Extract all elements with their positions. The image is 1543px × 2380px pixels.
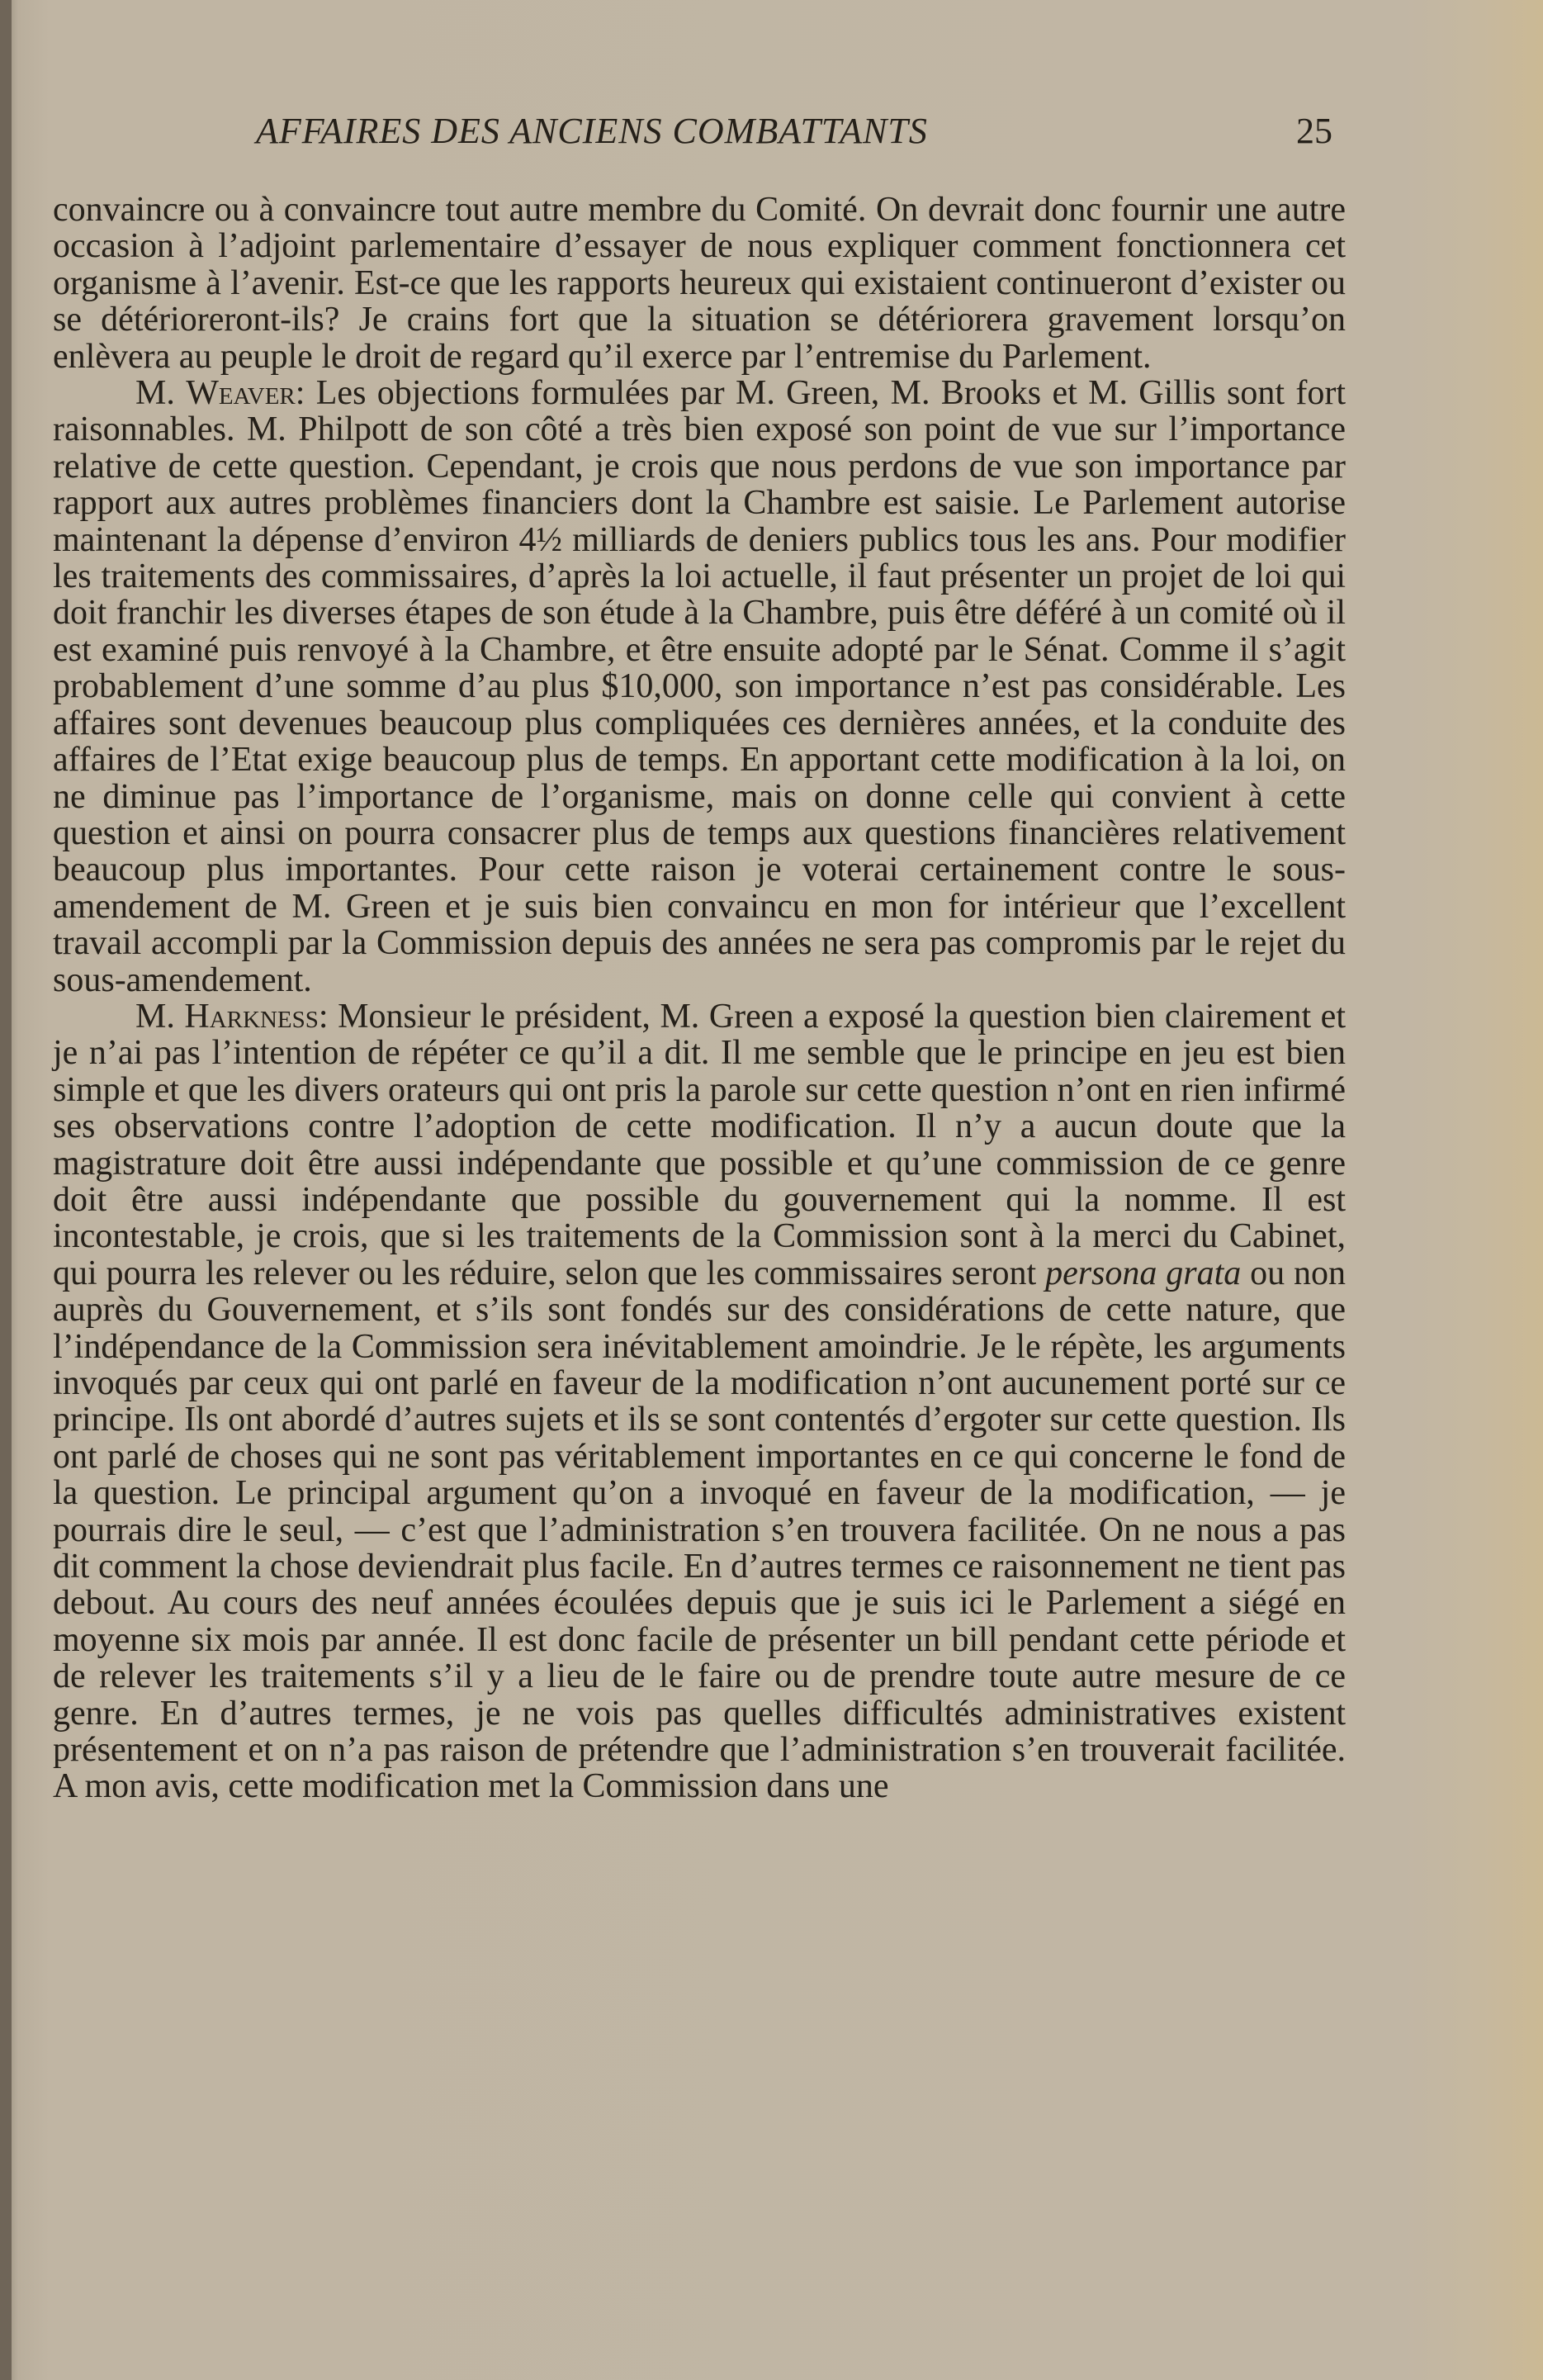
paragraph-text-continued: ou non auprès du Gouvernement, et s’ils sont fondés sur des considérations de cette nature, que l’indépendance de la Commission sera inévitablement amoindrie. Je le répète, les arguments invoqués par ceux qui ont parlé en faveur de la modification n’ont aucunement porté sur ce principe. Ils ont abordé d’autres sujets et ils se sont contentés d’ergoter sur cette question. Ils ont parlé de choses qui ne sont pas véritablement importantes en ce qui concerne le fond de la question. Le principal argument qu’on a invoqué en faveur de la modification, — je pourrais dire le seul, — c’est que l’administration s’en trouvera facilitée. On ne nous a pas dit comment la chose deviendrait plus facile. En d’autres termes ce raisonnement ne tient pas debout. Au cours des neuf années écoulées depuis que je suis ici le Parlement a siégé en moyenne six mois par année. Il est donc facile de présenter un bill pendant cette période et de relever les traitements s’il y a lieu de le faire ou de prendre toute autre mesure de ce genre. En d’autres termes, je ne vois pas quelles difficultés administratives existent présentement et on n’a pas raison de prétendre que l’administration s’en trouverait facilitée. A mon avis, cette modification met la Commission dans une: [53, 1254, 1346, 1806]
speaker-prefix: M.: [135, 997, 185, 1036]
paragraph-harkness: [53, 998, 1346, 1805]
speaker-suffix: :: [295, 374, 316, 413]
paragraph-continuation: [53, 192, 1346, 375]
speaker-name: Harkness: [184, 997, 319, 1036]
body-text: [53, 192, 1346, 1805]
paragraph-text: Monsieur le président, M. Green a exposé la question bien clairement et je n’ai pas l’intention de répéter ce qu’il a dit. Il me semble que le principe en jeu est bien simple et que les divers orateurs qui ont pris la parole sur cette question n’ont en rien infirmé ses observations contre l’adoption de cette modification. Il n’y a aucun doute que la magistrature doit être aussi indépendante que possible et qu’une commission de ce genre doit être aussi indépendante que possible du gouvernement qui la nomme. Il est incontestable, je crois, que si les traitements de la Commission sont à la merci du Cabinet, qui pourra les relever ou les réduire, selon que les commissaires seront: [53, 997, 1346, 1292]
speaker-prefix: M.: [135, 374, 187, 413]
speaker-name: Weaver: [186, 374, 296, 413]
running-title: AFFAIRES DES ANCIENS COMBATTANTS: [256, 111, 928, 151]
page-number: 25: [1296, 111, 1332, 151]
paragraph-text: convaincre ou à convaincre tout autre membre du Comité. On devrait donc fournir une autre occasion à l’adjoint parlementaire d’essayer de nous expliquer comment fonctionnera cet organisme à l’avenir. Est-ce que les rapports heureux qui existaient continueront d’exister ou se détérioreront-ils? Je crains fort que la situation se détériorera gravement lorsqu’on enlèvera au peuple le droit de regard qu’il exerce par l’entremise du Parlement.: [53, 191, 1346, 376]
page-header: [256, 110, 1332, 159]
paragraph-text: Les objections formulées par M. Green, M. Brooks et M. Gillis sont fort raisonnables. M. Philpott de son côté a très bien exposé son point de vue sur l’importance relative de cette question. Cependant, je crois que nous perdons de vue son importance par rapport aux autres problèmes financiers dont la Chambre est saisie. Le Parlement autorise maintenant la dépense d’environ 4½ milliards de deniers publics tous les ans. Pour modifier les traitements des commissaires, d’après la loi actuelle, il faut présenter un projet de loi qui doit franchir les diverses étapes de son étude à la Chambre, puis être déféré à un comité où il est examiné puis renvoyé à la Chambre, et être ensuite adopté par le Sénat. Comme il s’agit probablement d’une somme d’au plus $10,000, son importance n’est pas considérable. Les affaires sont devenues beaucoup plus compliquées ces dernières années, et la conduite des affaires de l’Etat exige beaucoup plus de temps. En apportant cette modification à la loi, on ne diminue pas l’importance de l’organisme, mais on donne celle qui convient à cette question et ainsi on pourra consacrer plus de temps aux questions financières relativement beaucoup plus importantes. Pour cette raison je voterai certainement contre le sous-amendement de M. Green et je suis bien convaincu en mon for intérieur que l’excellent travail accompli par la Commission depuis des années ne sera pas compromis par le rejet du sous-amendement.: [53, 374, 1346, 999]
page-binding-edge: [0, 0, 12, 2380]
paragraph-weaver: [53, 375, 1346, 998]
speaker-suffix: :: [318, 997, 338, 1036]
italic-phrase: persona grata: [1045, 1254, 1242, 1292]
